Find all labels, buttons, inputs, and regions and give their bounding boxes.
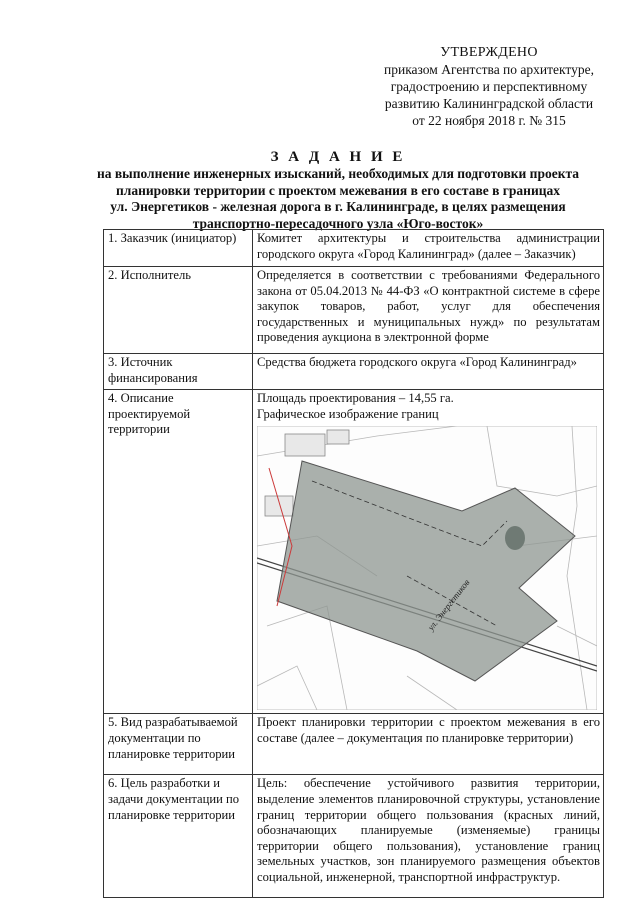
heading-line: транспортно-пересадочного узла «Юго-восток» (192, 215, 484, 231)
row-value: Проект планировки территории с проектом межевания в его составе (далее – документация по планировке территории) (253, 714, 604, 775)
row-label: 3. Источник финансирования (104, 354, 253, 390)
heading-line: планировки территории с проектом межевания в его составе в границах (115, 182, 561, 198)
row-value: Определяется в соответствии с требованиями Федерального закона от 05.04.2013 № 44-ФЗ «О контрактной системе в сфере закупок товаров, работ, услуг для обеспечения государственных и муниципальных нужд» по результатам проведения аукциона в электронной форме (253, 267, 604, 354)
row-value: Цель: обеспечение устойчивого развития территории, выделение элементов планировочной структуры, установление границ территории общего пользования (красных линий, обозначающих планируемые (изменяемые) границы территории общего пользования), установление границ земельных участков, зон планируемого размещения объектов социальной, инженерной, транспортной инфраструктур. (253, 775, 604, 898)
map-street-label: ул. Энергетиков (425, 577, 472, 633)
row-label: 2. Исполнитель (104, 267, 253, 354)
row-value: Комитет архитектуры и строительства администрации городского округа «Город Калининград» (далее – Заказчик) (253, 230, 604, 267)
approval-line: от 22 ноября 2018 г. № 315 (412, 113, 566, 128)
row-label: 1. Заказчик (инициатор) (104, 230, 253, 267)
heading-line: ул. Энергетиков - железная дорога в г. Калининграде, в целях размещения (110, 199, 566, 214)
table-row (104, 230, 604, 267)
row-label: 4. Описание проектируемой территории (104, 390, 253, 714)
table-row (104, 354, 604, 390)
document-title: З А Д А Н И Е (270, 149, 406, 165)
approval-stamp (358, 44, 620, 129)
heading-line: на выполнение инженерных изысканий, необходимых для подготовки проекта (96, 166, 580, 181)
table-row (104, 267, 604, 354)
row-value-territory (253, 390, 604, 714)
boundary-map (257, 426, 597, 710)
approval-title: УТВЕРЖДЕНО (440, 45, 538, 60)
graphic-caption: Графическое изображение границ (257, 406, 439, 421)
table-row (104, 775, 604, 898)
row-label: 5. Вид разрабатываемой документации по планировке территории (104, 714, 253, 775)
approval-line: развитию Калининградской области (384, 96, 594, 111)
area-text: Площадь проектирования – 14,55 га. (257, 391, 454, 406)
approval-line: градостроению и перспективному (390, 79, 588, 94)
approval-line: приказом Агентства по архитектуре, (384, 62, 594, 77)
row-label: 6. Цель разработки и задачи документации по планировке территории (104, 775, 253, 898)
task-table (103, 229, 604, 898)
document-heading (60, 148, 616, 232)
row-value: Средства бюджета городского округа «Город Калининград» (253, 354, 604, 390)
table-row (104, 714, 604, 775)
boundary-map-graphic (257, 426, 597, 710)
table-row (104, 390, 604, 714)
